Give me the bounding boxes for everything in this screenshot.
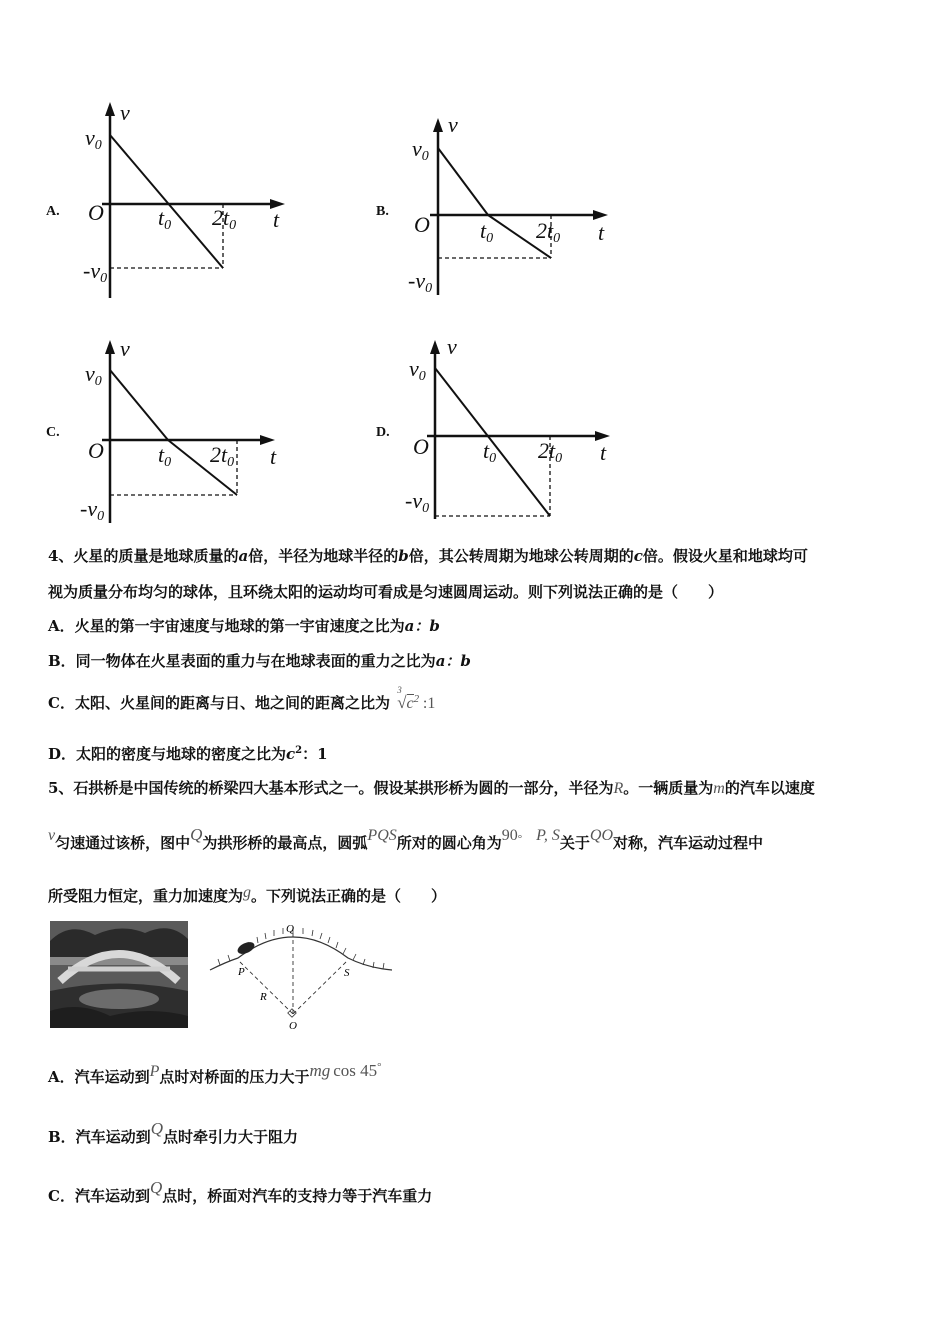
graph-d xyxy=(405,336,635,530)
graph-d-2t0-label: 2t0 xyxy=(538,438,563,466)
graph-c-origin: O xyxy=(88,438,104,463)
graph-b-2t0-label: 2t0 xyxy=(536,218,561,246)
graph-b xyxy=(408,110,628,304)
q5-option-a: A．汽车运动到P点时对桥面的压力大于mg cos 45° xyxy=(48,1061,382,1086)
option-label-d: D. xyxy=(376,425,390,440)
bridge-photo xyxy=(50,921,188,1028)
graph-d-t-label: t xyxy=(600,440,607,465)
graph-b-origin: O xyxy=(414,212,430,237)
graph-a-t0-label: t0 xyxy=(158,205,172,233)
graph-b-neg-v0-label: -v0 xyxy=(408,268,433,296)
graph-a-2t0-label: 2t0 xyxy=(212,205,237,233)
q4-option-b: B．同一物体在火星表面的重力与在地球表面的重力之比为a：b xyxy=(48,652,471,670)
diagram-p-label: P xyxy=(238,966,245,978)
graph-c-neg-v0-label: -v0 xyxy=(80,496,105,524)
option-label-b: B. xyxy=(376,204,389,219)
graph-b-v-label: v xyxy=(448,112,458,137)
graph-c-v0-label: v0 xyxy=(85,361,102,389)
q4-option-c: C．太阳、火星间的距离与日、地之间的距离之比为 3 $√c^2$ :1 xyxy=(48,685,436,712)
graph-a-v-label: v xyxy=(120,100,130,125)
graph-d-t0-label: t0 xyxy=(483,438,497,466)
diagram-q-label: Q xyxy=(286,923,294,935)
graph-c-2t0-label: 2t0 xyxy=(210,442,235,470)
diagram-o-label: O xyxy=(289,1020,297,1032)
q4-option-a: A．火星的第一宇宙速度与地球的第一宇宙速度之比为a：b xyxy=(48,617,440,635)
option-label-a: A. xyxy=(46,204,60,219)
graph-b-v0-label: v0 xyxy=(412,136,429,164)
q4-stem-line2: 视为质量分布均匀的球体，且环绕太阳的运动均可看成是匀速圆周运动。则下列说法正确的是（ ） xyxy=(48,583,724,601)
graph-b-t-label: t xyxy=(598,220,605,245)
q5-option-b: B．汽车运动到Q点时牵引力大于阻力 xyxy=(48,1119,298,1146)
graph-d-v0-label: v0 xyxy=(409,356,426,384)
q4-option-c-formula: 3 $√c^2$ :1 xyxy=(397,685,436,712)
q5-option-c: C．汽车运动到Q点时，桥面对汽车的支持力等于汽车重力 xyxy=(48,1178,433,1205)
diagram-s-label: S xyxy=(344,967,350,979)
graph-c-t-label: t xyxy=(270,444,277,469)
q4-stem-line1: 4、火星的质量是地球质量的a倍，半径为地球半径的b倍，其公转周期为地球公转周期的c倍。假设火星和地球均可 xyxy=(48,547,808,565)
option-label-c: C. xyxy=(46,425,60,440)
graph-a xyxy=(80,100,310,309)
graph-d-neg-v0-label: -v0 xyxy=(405,488,430,516)
q4-option-d: D．太阳的密度与地球的密度之比为$c^2$：1 xyxy=(48,745,328,763)
graph-d-origin: O xyxy=(413,434,429,459)
graph-c-t0-label: t0 xyxy=(158,442,172,470)
graph-a-t-label: t xyxy=(273,207,280,232)
graph-c xyxy=(80,338,310,532)
graph-b-t0-label: t0 xyxy=(480,218,494,246)
graph-a-origin: O xyxy=(88,200,104,225)
q5-stem-line2: v匀速通过该桥，图中Q为拱形桥的最高点，圆弧PQS所对的圆心角为90° P, S关于QO对称，汽车运动过程中 xyxy=(48,825,764,852)
graph-a-v0-label: v0 xyxy=(85,125,102,153)
diagram-r-label: R xyxy=(260,991,267,1003)
bridge-diagram xyxy=(208,918,398,1036)
graph-d-v-label: v xyxy=(447,334,457,359)
graph-c-v-label: v xyxy=(120,336,130,361)
graph-a-neg-v0-label: -v0 xyxy=(83,258,108,286)
q5-stem-line3: 所受阻力恒定，重力加速度为g。下列说法正确的是（ ） xyxy=(48,884,447,905)
q5-stem-line1: 5、石拱桥是中国传统的桥梁四大基本形式之一。假设某拱形桥为圆的一部分，半径为R。一辆质量为m的汽车以速度 xyxy=(48,779,815,797)
